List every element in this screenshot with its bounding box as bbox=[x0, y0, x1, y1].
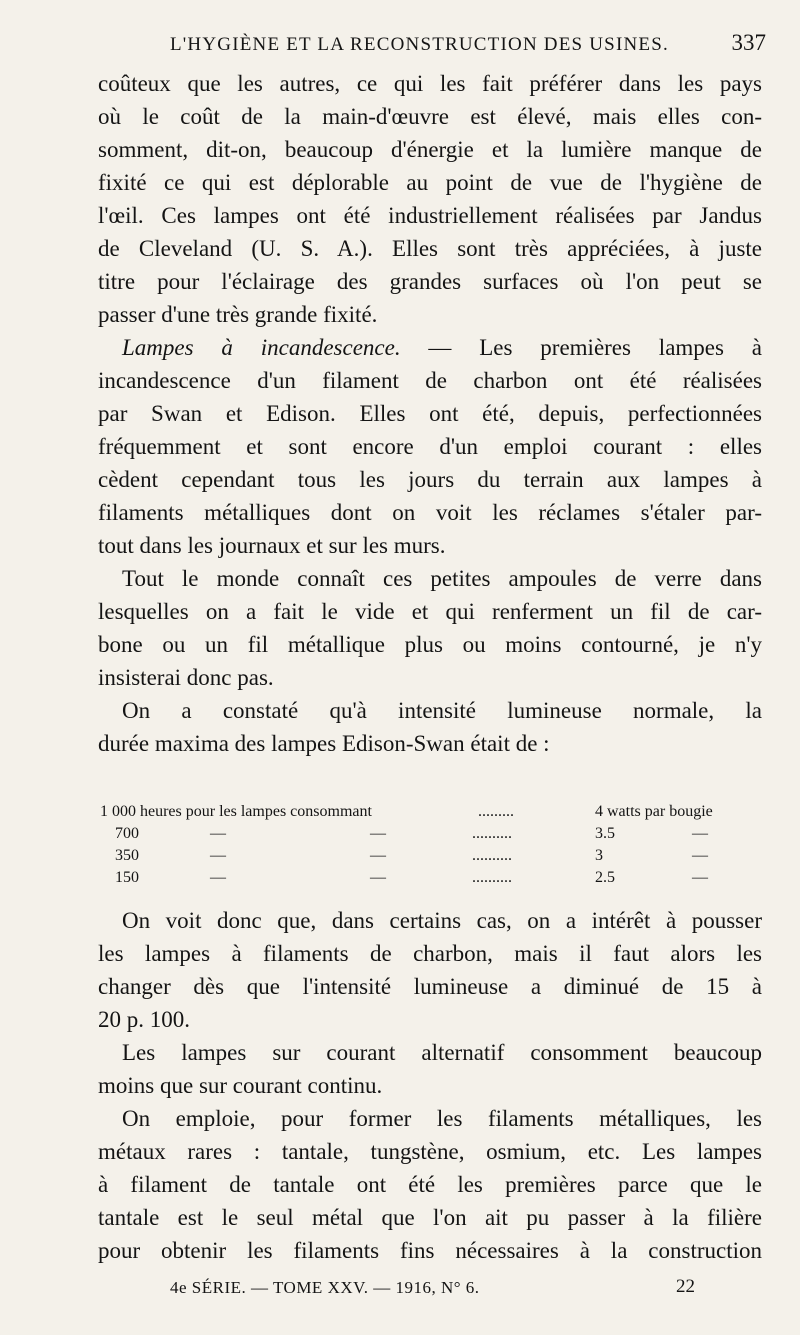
hours-cell: 700 bbox=[115, 825, 139, 842]
sheet-number: 22 bbox=[676, 1276, 695, 1297]
hours-cell: 150 bbox=[115, 869, 139, 886]
text-line: incandescence d'un filament de charbon ont été réalisées bbox=[98, 368, 762, 393]
signature-mark: 4e SÉRIE. — TOME XXV. — 1916, N° 6. bbox=[170, 1278, 480, 1297]
hours-cell: 350 bbox=[115, 847, 139, 864]
ditto-mark: — bbox=[692, 825, 708, 842]
watts-cell: 2.5 bbox=[595, 869, 615, 886]
text-line: moins que sur courant continu. bbox=[98, 1073, 383, 1098]
text-line: l'œil. Ces lampes ont été industriellement réalisées par Jandus bbox=[98, 203, 762, 228]
watts-cell: 3.5 bbox=[595, 825, 615, 842]
text-line: lesquelles on a fait le vide et qui renferment un fil de car- bbox=[98, 599, 762, 624]
ditto-mark: — bbox=[210, 869, 226, 886]
section-heading-rest: — Les premières lampes à bbox=[400, 335, 762, 360]
ditto-mark: — bbox=[692, 869, 708, 886]
table-row bbox=[100, 867, 764, 889]
text-line: coûteux que les autres, ce qui les fait préférer dans les pays bbox=[98, 71, 762, 96]
ditto-mark: — bbox=[692, 847, 708, 864]
text-line: où le coût de la main-d'œuvre est élevé, mais elles con- bbox=[98, 104, 762, 129]
text-line: tantale est le seul métal que l'on ait pu passer à la filière bbox=[98, 1205, 762, 1230]
text-line: par Swan et Edison. Elles ont été, depuis, perfectionnées bbox=[98, 401, 762, 426]
text-line: métaux rares : tantale, tungstène, osmium, etc. Les lampes bbox=[98, 1139, 762, 1164]
text-line: tout dans les journaux et sur les murs. bbox=[98, 533, 446, 558]
table-row bbox=[100, 845, 764, 867]
leader-dots: .......... bbox=[472, 847, 512, 864]
text-line: durée maxima des lampes Edison-Swan était de : bbox=[98, 731, 550, 756]
text-line: cèdent cependant tous les jours du terrain aux lampes à bbox=[98, 467, 762, 492]
text-line: On voit donc que, dans certains cas, on a intérêt à pousser bbox=[122, 908, 762, 933]
text-line: passer d'une très grande fixité. bbox=[98, 302, 378, 327]
ditto-mark: — bbox=[370, 869, 386, 886]
page-footer bbox=[170, 1278, 695, 1308]
text-line: filaments métalliques dont on voit les réclames s'étaler par- bbox=[98, 500, 762, 525]
body-text-top bbox=[98, 67, 762, 760]
section-heading: Lampes à incandescence. bbox=[122, 335, 401, 360]
text-line: les lampes à filaments de charbon, mais il faut alors les bbox=[98, 941, 762, 966]
text-line: bone ou un fil métallique plus ou moins contourné, je n'y bbox=[98, 632, 762, 657]
leader-dots: ......... bbox=[478, 803, 514, 820]
hours-cell: 1 000 heures pour les lampes consommant bbox=[100, 803, 372, 820]
text-line: Tout le monde connaît ces petites ampoules de verre dans bbox=[122, 566, 762, 591]
leader-dots: .......... bbox=[472, 869, 512, 886]
text-line: titre pour l'éclairage des grandes surfaces où l'on peut se bbox=[98, 269, 762, 294]
text-line: somment, dit-on, beaucoup d'énergie et la lumière manque de bbox=[98, 137, 762, 162]
text-line: fréquemment et sont encore d'un emploi courant : elles bbox=[98, 434, 762, 459]
ditto-mark: — bbox=[370, 825, 386, 842]
page-number: 337 bbox=[731, 30, 766, 55]
text-line: à filament de tantale ont été les premières parce que le bbox=[98, 1172, 762, 1197]
text-line: pour obtenir les filaments fins nécessaires à la construction bbox=[98, 1238, 762, 1263]
text-line: Les lampes sur courant alternatif consomment beaucoup bbox=[122, 1040, 762, 1065]
leader-dots: .......... bbox=[472, 825, 512, 842]
table-row bbox=[100, 823, 764, 845]
ditto-mark: — bbox=[210, 825, 226, 842]
text-line: On a constaté qu'à intensité lumineuse normale, la bbox=[122, 698, 762, 723]
text-line: de Cleveland (U. S. A.). Elles sont très appréciées, à juste bbox=[98, 236, 762, 261]
text-line: 20 p. 100. bbox=[98, 1007, 190, 1032]
text-line: changer dès que l'intensité lumineuse a diminué de 15 à bbox=[98, 974, 762, 999]
running-head bbox=[170, 30, 766, 60]
watts-cell: 3 bbox=[595, 847, 603, 864]
text-line: fixité ce qui est déplorable au point de vue de l'hygiène de bbox=[98, 170, 762, 195]
table-row bbox=[100, 801, 764, 823]
ditto-mark: — bbox=[370, 847, 386, 864]
text-line: insisterai donc pas. bbox=[98, 665, 274, 690]
watts-cell: 4 watts par bougie bbox=[595, 803, 713, 820]
running-title: L'HYGIÈNE ET LA RECONSTRUCTION DES USINES. bbox=[170, 34, 669, 55]
text-line: On emploie, pour former les filaments métalliques, les bbox=[122, 1106, 762, 1131]
lamp-duration-table bbox=[100, 801, 764, 889]
body-text-bottom bbox=[98, 904, 762, 1267]
ditto-mark: — bbox=[210, 847, 226, 864]
section-heading-line bbox=[98, 331, 762, 364]
